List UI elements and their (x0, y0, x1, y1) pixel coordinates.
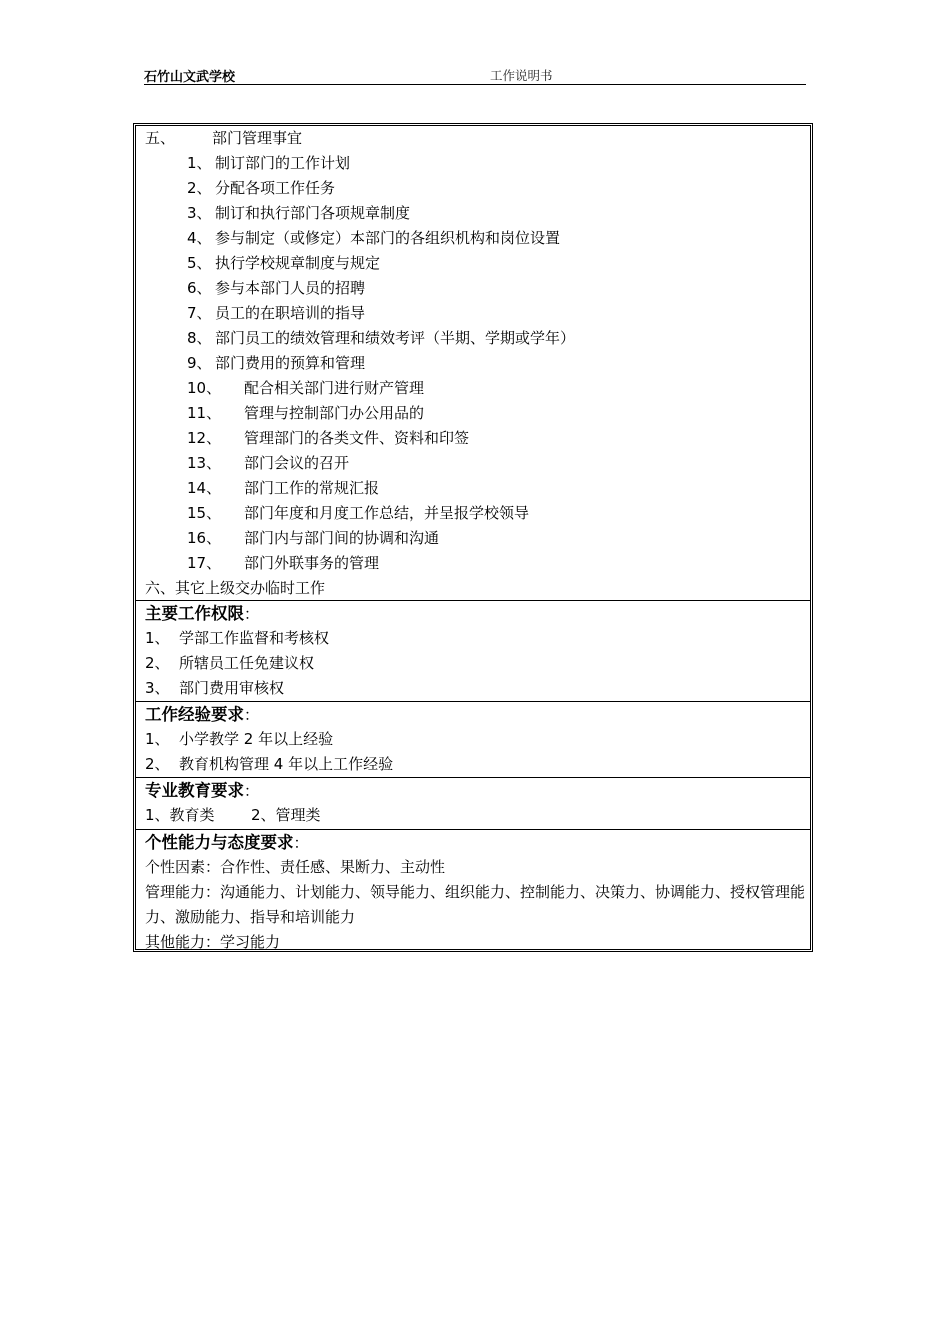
list-item-text: 制订部门的工作计划 (215, 154, 351, 172)
list-item-text: 管理部门的各类文件、资料和印签 (244, 429, 470, 447)
list-item (145, 176, 810, 201)
list-item (145, 451, 810, 476)
list-item-text: 小学教学 2 年以上经验 (179, 730, 334, 748)
list-item-number: 12、 (187, 429, 222, 447)
list-item-text: 部门外联事务的管理 (244, 554, 380, 572)
section-department-management (136, 126, 810, 601)
list-item-text: 配合相关部门进行财产管理 (244, 379, 425, 397)
personality-factors: 个性因素：合作性、责任感、果断力、主动性 (145, 858, 446, 876)
section5-items (145, 151, 810, 576)
list-item-number: 10、 (187, 379, 222, 397)
list-item-number: 9、 (187, 354, 212, 372)
list-item-number: 1、 (145, 730, 170, 748)
section6-line: 六、其它上级交办临时工作 (145, 579, 326, 597)
list-item-number: 2、 (187, 179, 212, 197)
section-personality (136, 830, 810, 955)
list-item-number: 3、 (187, 204, 212, 222)
list-item-text: 学部工作监督和考核权 (179, 629, 330, 647)
experience-title: 工作经验要求 (145, 705, 244, 724)
list-item (145, 676, 810, 701)
list-item-number: 1、 (187, 154, 212, 172)
section5-heading (145, 126, 810, 151)
list-item-number: 17、 (187, 554, 222, 572)
list-item-number: 8、 (187, 329, 212, 347)
list-item (145, 501, 810, 526)
list-item-text: 部门工作的常规汇报 (244, 479, 380, 497)
authority-items (145, 626, 810, 701)
list-item (145, 326, 810, 351)
education-heading (145, 778, 810, 803)
list-item-number: 4、 (187, 229, 212, 247)
list-item-number: 16、 (187, 529, 222, 547)
list-item (145, 426, 810, 451)
section-education (136, 778, 810, 830)
list-item (145, 301, 810, 326)
list-item-number: 3、 (145, 679, 170, 697)
personality-title: 个性能力与态度要求 (145, 833, 294, 852)
list-item-number: 2、 (145, 654, 170, 672)
authority-heading (145, 601, 810, 626)
list-item (145, 351, 810, 376)
education-title: 专业教育要求 (145, 781, 244, 800)
list-item (145, 727, 810, 752)
list-item (145, 201, 810, 226)
list-item-text: 参与本部门人员的招聘 (215, 279, 366, 297)
list-item-number: 15、 (187, 504, 222, 522)
list-item (145, 226, 810, 251)
list-item-text: 教育机构管理 4 年以上工作经验 (179, 755, 394, 773)
list-item (145, 151, 810, 176)
section-authority (136, 601, 810, 702)
list-item-text: 部门年度和月度工作总结，并呈报学校领导 (244, 504, 530, 522)
education-item-2: 2、管理类 (251, 806, 321, 824)
section5-title: 部门管理事宜 (212, 129, 303, 147)
list-item-number: 5、 (187, 254, 212, 272)
list-item (145, 752, 810, 777)
authority-colon: ： (244, 605, 260, 623)
education-item-1: 1、教育类 (145, 806, 215, 824)
list-item-number: 2、 (145, 755, 170, 773)
job-description-table (133, 123, 813, 952)
experience-heading (145, 702, 810, 727)
list-item-number: 14、 (187, 479, 222, 497)
list-item-text: 部门内与部门间的协调和沟通 (244, 529, 440, 547)
page-header (144, 64, 806, 85)
list-item-text: 管理与控制部门办公用品的 (244, 404, 425, 422)
list-item-number: 11、 (187, 404, 222, 422)
section5-prefix: 五、 (145, 129, 176, 147)
list-item-text: 部门费用审核权 (179, 679, 285, 697)
list-item-text: 制订和执行部门各项规章制度 (215, 204, 411, 222)
education-colon: ： (244, 782, 260, 800)
management-abilities: 管理能力：沟通能力、计划能力、领导能力、组织能力、控制能力、决策力、协调能力、授权管理能力、激励能力、指导和培训能力 (145, 883, 806, 926)
list-item (145, 251, 810, 276)
list-item-text: 所辖员工任免建议权 (179, 654, 315, 672)
experience-items (145, 727, 810, 777)
list-item-text: 部门会议的召开 (244, 454, 350, 472)
list-item (145, 626, 810, 651)
list-item (145, 651, 810, 676)
education-items (145, 803, 810, 828)
list-item-number: 1、 (145, 629, 170, 647)
list-item-text: 员工的在职培训的指导 (215, 304, 366, 322)
list-item-text: 部门员工的绩效管理和绩效考评（半期、学期或学年） (215, 329, 576, 347)
list-item (145, 476, 810, 501)
list-item-text: 分配各项工作任务 (215, 179, 336, 197)
list-item-number: 6、 (187, 279, 212, 297)
list-item (145, 376, 810, 401)
list-item (145, 551, 810, 576)
section-experience (136, 702, 810, 778)
list-item (145, 276, 810, 301)
list-item-text: 执行学校规章制度与规定 (215, 254, 381, 272)
personality-heading (145, 830, 810, 855)
list-item-number: 7、 (187, 304, 212, 322)
list-item (145, 526, 810, 551)
other-abilities: 其他能力：学习能力 (145, 933, 281, 951)
experience-colon: ： (244, 706, 260, 724)
list-item (145, 401, 810, 426)
personality-colon: ： (293, 834, 309, 852)
list-item-text: 部门费用的预算和管理 (215, 354, 366, 372)
document-title: 工作说明书 (490, 68, 553, 83)
list-item-number: 13、 (187, 454, 222, 472)
list-item-text: 参与制定（或修定）本部门的各组织机构和岗位设置 (215, 229, 561, 247)
authority-title: 主要工作权限 (145, 604, 244, 623)
school-name: 石竹山文武学校 (144, 70, 236, 85)
